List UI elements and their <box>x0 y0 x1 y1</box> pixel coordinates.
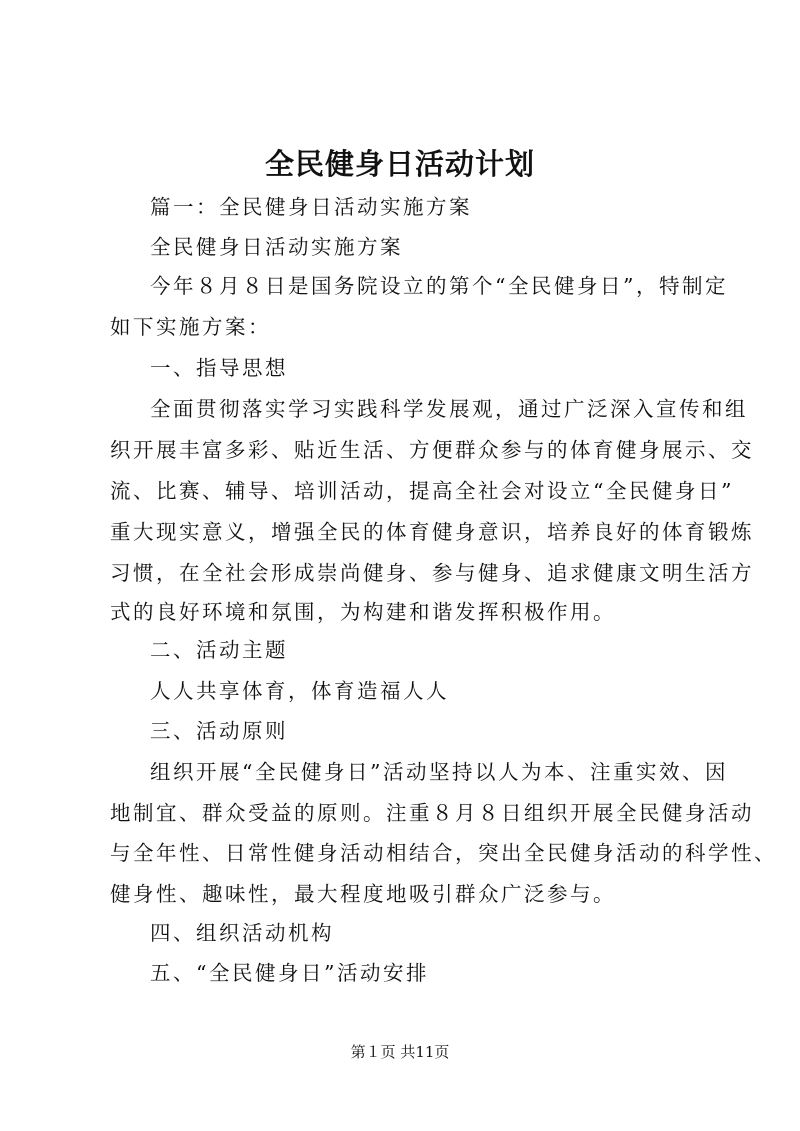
paragraph-line: 今年８月８日是国务院设立的第个“全民健身日”，特制定 <box>150 274 728 298</box>
paragraph-line: 与全年性、日常性健身活动相结合，突出全民健身活动的科学性、 <box>110 841 777 865</box>
document-title: 全民健身日活动计划 <box>264 147 535 181</box>
section-heading: 四、组织活动机构 <box>150 921 334 945</box>
section-heading: 二、活动主题 <box>150 638 288 662</box>
section-heading: 三、活动原则 <box>150 719 288 743</box>
paragraph-line: 习惯，在全社会形成崇尚健身、参与健身、追求健康文明生活方 <box>110 561 754 585</box>
section-heading: 篇一：全民健身日活动实施方案 <box>150 195 472 219</box>
paragraph-line: 人人共享体育，体育造福人人 <box>150 679 449 703</box>
page-footer: 第１页 共11页 <box>350 1043 450 1061</box>
paragraph-line: 地制宜、群众受益的原则。注重８月８日组织开展全民健身活动 <box>110 801 754 825</box>
paragraph-line: 如下实施方案： <box>110 315 271 339</box>
paragraph-line: 健身性、趣味性，最大程度地吸引群众广泛参与。 <box>110 882 616 906</box>
subtitle: 全民健身日活动实施方案 <box>150 235 403 259</box>
paragraph-line: 重大现实意义，增强全民的体育健身意识，培养良好的体育锻炼 <box>110 520 754 544</box>
section-heading: 五、“全民健身日”活动安排 <box>150 961 429 985</box>
paragraph-line: 式的良好环境和氛围，为构建和谐发挥积极作用。 <box>110 600 616 624</box>
paragraph-line: 组织开展“全民健身日”活动坚持以人为本、注重实效、因 <box>150 760 728 784</box>
paragraph-line: 全面贯彻落实学习实践科学发展观，通过广泛深入宣传和组 <box>150 397 748 421</box>
paragraph-line: 织开展丰富多彩、贴近生活、方便群众参与的体育健身展示、交 <box>110 438 754 462</box>
section-heading: 一、指导思想 <box>150 356 288 380</box>
paragraph-line: 流、比赛、辅导、培训活动，提高全社会对设立“全民健身日” <box>110 479 734 503</box>
